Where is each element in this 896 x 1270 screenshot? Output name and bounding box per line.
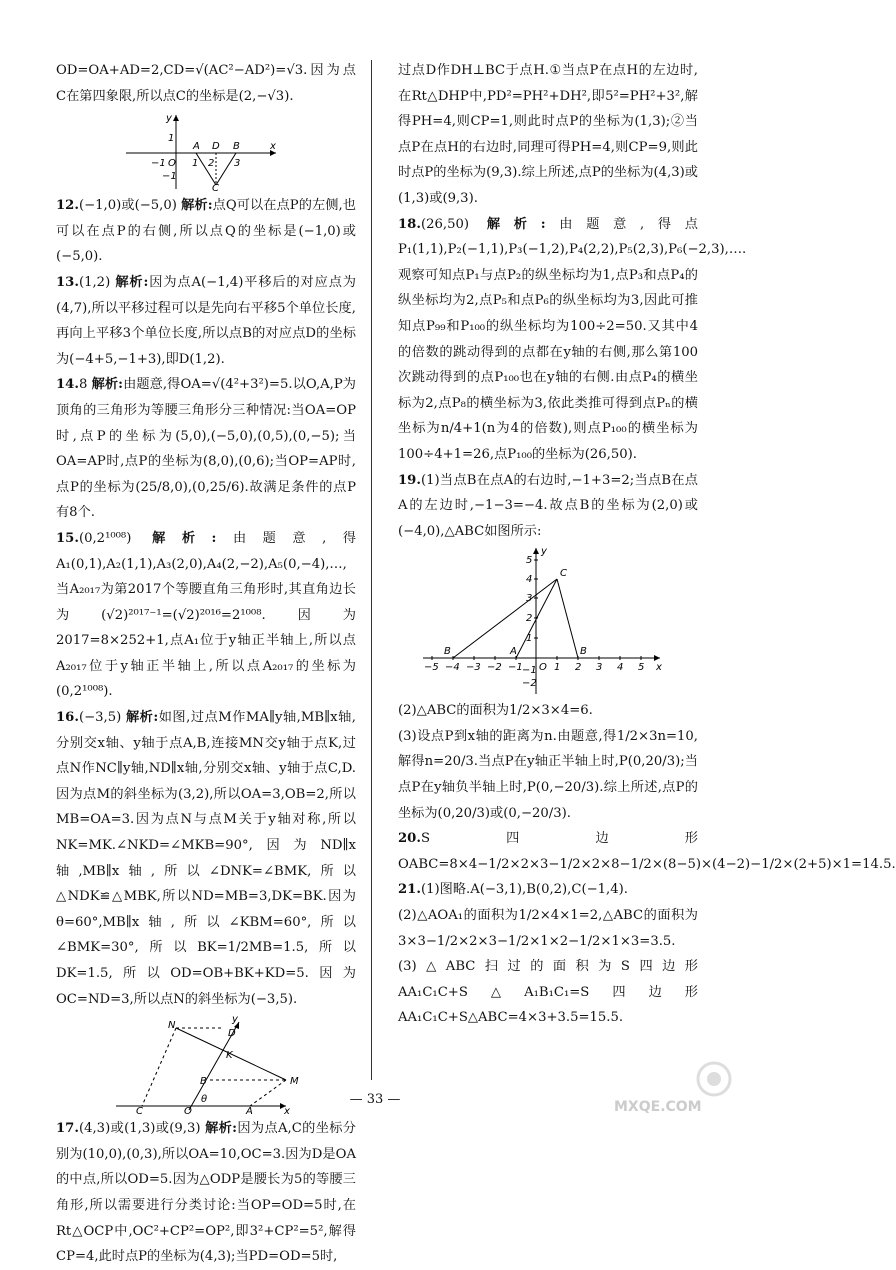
answer-item-21-part1: 21.(1)图略.A(−3,1),B(0,2),C(−1,4). <box>398 882 628 898</box>
answer-item-12: 12.(−1,0)或(−5,0) 解析:点Q可以在点P的左侧,也可以在点P的右侧,所以点Q的坐标是(−1,0)或(−5,0). <box>56 198 356 265</box>
fig1-label-x2: 2 <box>208 158 215 170</box>
answer-item-14: 14.8 解析:由题意,得OA=√(4²+3²)=5.以O,A,P为顶角的三角形为等腰三角形分三种情况:当OA=OP时,点P的坐标为(5,0),(−5,0),(0,5),(0,−5);当OA=AP时,点P的坐标为(8,0),(0,6);当OP=AP时,点P的坐标为(25/8,0),(0,25/6).故满足条件的点P有8个. <box>56 377 356 521</box>
right-column <box>398 58 896 1031</box>
fig1-label-D: D <box>212 141 220 153</box>
left-column <box>56 58 356 1270</box>
fig3-ytick-5: 5 <box>526 555 533 567</box>
fig2-label-theta: θ <box>201 1094 208 1106</box>
fig3-xtick-neg2: −2 <box>487 662 502 674</box>
answer-stamp-icon <box>698 1063 730 1095</box>
answer-item-15: 15.(0,2¹⁰⁰⁸) 解析:由题意,得A₁(0,1),A₂(1,1),A₃(2,0),A₄(2,−2),A₅(0,−4),…,当A₂₀₁₇为第2017个等腰直角三角形时,其直角边长为(√2)²⁰¹⁷⁻¹=(√2)²⁰¹⁶=2¹⁰⁰⁸.因为2017=8×252+1,点A₁位于y轴正半轴上,所以点A₂₀₁₇位于y轴正半轴上,所以点A₂₀₁₇的坐标为(0,2¹⁰⁰⁸). <box>56 530 357 700</box>
fig3-ytick-4: 4 <box>526 574 533 586</box>
fig3-xtick-5: 5 <box>638 662 645 674</box>
fig1-label-1: 1 <box>168 133 175 145</box>
fig3-label-O: O <box>539 662 547 674</box>
answer-item-21-part3: (3)△ABC扫过的面积为S四边形AA₁C₁C+S△A₁B₁C₁=S四边形AA₁C₁C+S△ABC=4×3+3.5=15.5. <box>398 959 698 1026</box>
fig2-label-O: O <box>184 1106 192 1118</box>
fig3-xtick-3: 3 <box>596 662 603 674</box>
answer-item-20: 20.S四边形OABC=8×4−1/2×2×3−1/2×2×8−1/2×(8−5)×(4−2)−1/2×(2+5)×1=14.5. <box>398 831 896 872</box>
fig1-label-y: y <box>166 113 172 125</box>
fig3-ytick-neg2: −2 <box>522 678 537 690</box>
fig1-label-x: x <box>270 141 276 153</box>
fig3-xtick-neg5: −5 <box>424 662 439 674</box>
fig3-label-C: C <box>560 568 567 580</box>
fig1-label-O: O <box>168 158 176 170</box>
answer-item-13: 13.(1,2) 解析:因为点A(−1,4)平移后的对应点为(4,7),所以平移过程可以是先向右平移5个单位长度,再向上平移3个单位长度,所以点B的对应点D的坐标为(−4+5,−1+3),即D(1,2). <box>56 274 356 367</box>
fig2-label-C: C <box>136 1106 143 1118</box>
answer-item-19-part2: (2)△ABC的面积为1/2×3×4=6. <box>398 703 593 719</box>
fig2-label-D: D <box>228 1028 236 1040</box>
paragraph-continuation-right: 过点D作DH⊥BC于点H.①当点P在点H的左边时,在Rt△DHP中,PD²=PH²+DH²,即5²=PH²+3²,解得PH=4,则CP=1,则此时点P的坐标为(1,3);②当点P在点H的右边时,同理可得PH=4,则CP=9,则此时点P的坐标为(9,3).综上所述,点P的坐标为(4,3)或(1,3)或(9,3). <box>398 63 698 206</box>
answer-item-16: 16.(−3,5) 解析:如图,过点M作MA∥y轴,MB∥x轴,分别交x轴、y轴于点A,B,连接MN交y轴于点K,过点N作NC∥y轴,ND∥x轴,分别交x轴、y轴于点C,D.因为点M的斜坐标为(3,2),所以OA=3,OB=2,所以MB=OA=3.因为点N与点M关于y轴对称,所以NK=MK.∠NKD=∠MKB=90°,因为ND∥x轴,MB∥x轴,所以∠DNK=∠BMK,所以△NDK≌△MBK,所以ND=MB=3,DK=BK.因为θ=60°,MB∥x轴,所以∠KBM=60°,所以∠BMK=30°,所以BK=1/2MB=1.5,所以DK=1.5,所以OD=OB+BK+KD=5.因为OC=ND=3,所以点N的斜坐标为(−3,5). <box>56 710 356 1007</box>
fig3-label-B-left: B <box>444 646 451 658</box>
fig3-ytick-3: 3 <box>526 593 533 605</box>
fig3-ytick-1: 1 <box>526 633 533 645</box>
answer-item-19-part3: (3)设点P到x轴的距离为n.由题意,得1/2×3n=10,解得n=20/3.当点P在y轴正半轴上时,P(0,20/3);当点P在y轴负半轴上时,P(0,−20/3).综上所述,点P的坐标为(0,20/3)或(0,−20/3). <box>398 728 698 821</box>
paragraph-continuation: OD=OA+AD=2,CD=√(AC²−AD²)=√3.因为点C在第四象限,所以点C的坐标是(2,−√3). <box>56 63 356 104</box>
fig1-label-x3: 3 <box>234 158 241 170</box>
fig3-xtick-1: 1 <box>554 662 561 674</box>
fig3-xtick-2: 2 <box>575 662 582 674</box>
fig3-xtick-neg3: −3 <box>466 662 481 674</box>
fig1-label-neg1: −1 <box>151 158 166 170</box>
fig2-label-y: y <box>232 1014 238 1026</box>
fig1-label-A: A <box>193 141 200 153</box>
fig2-label-M: M <box>290 1076 299 1088</box>
fig3-label-A: A <box>510 646 517 658</box>
answer-item-19-part1: 19.(1)当点B在点A的右边时,−1+3=2;当点B在点A的左边时,−1−3=−4.故点B的坐标为(2,0)或(−4,0),△ABC如图所示: <box>398 472 698 539</box>
fig3-label-y: y <box>541 546 547 558</box>
page-number: — 33 — <box>349 1092 401 1107</box>
fig1-label-B: B <box>233 141 240 153</box>
answer-item-21-part2: (2)△AOA₁的面积为1/2×4×1=2,△ABC的面积为3×3−1/2×2×3−1/2×1×2−1/2×1×3=3.5. <box>398 908 698 949</box>
fig3-xtick-4: 4 <box>617 662 624 674</box>
fig3-label-B-right: B <box>580 646 587 658</box>
fig3-xtick-neg1: −1 <box>508 662 523 674</box>
fig1-label-x1: 1 <box>192 158 199 170</box>
watermark-text: MXQE.COM <box>614 1099 702 1115</box>
fig2-label-N: N <box>168 1020 176 1032</box>
fig3-xtick-neg4: −4 <box>445 662 460 674</box>
triangle-abc-figure <box>398 546 698 696</box>
fig2-label-B: B <box>200 1076 207 1088</box>
answer-item-18: 18.(26,50) 解析:由题意,得点P₁(1,1),P₂(−1,1),P₃(−1,2),P₄(2,2),P₅(2,3),P₆(−2,3),….观察可知点P₁与点P₂的纵坐标均为1,点P₃和点P₄的纵坐标均为2,点P₅和点P₆的纵坐标均为3,因此可推知点P₉₉和P₁₀₀的纵坐标均为100÷2=50.又其中4的倍数的跳动得到的点都在y轴的右侧,那么第100次跳动得到的点P₁₀₀也在y轴的右侧.由点P₄的横坐标为2,点P₈的横坐标为3,依此类推可得到点Pₙ的横坐标为n/4+1(n为4的倍数),则点P₁₀₀的横坐标为100÷4+1=26,点P₁₀₀的坐标为(26,50). <box>398 216 747 462</box>
fig3-ytick-2: 2 <box>526 613 533 625</box>
fig2-label-K: K <box>226 1050 233 1062</box>
fig3-ytick-neg1: −1 <box>522 665 537 677</box>
fig1-label-C: C <box>212 183 219 195</box>
fig2-label-x: x <box>284 1106 290 1118</box>
answer-item-17: 17.(4,3)或(1,3)或(9,3) 解析:因为点A,C的坐标分别为(10,0),(0,3),所以OA=10,OC=3.因为D是OA的中点,所以OD=5.因为△ODP是腰长为5的等腰三角形,所以需要进行分类讨论:当OP=OD=5时,在Rt△OCP中,OC²+CP²=OP²,即3²+CP²=5²,解得CP=4,此时点P的坐标为(4,3);当PD=OD=5时, <box>56 1121 356 1265</box>
fig2-label-A: A <box>246 1106 253 1118</box>
fig1-label-yneg1: −1 <box>162 171 177 183</box>
coordinate-figure-1 <box>56 111 356 195</box>
watermark <box>594 1057 744 1117</box>
column-divider <box>371 60 372 1080</box>
fig3-label-x: x <box>656 662 662 674</box>
